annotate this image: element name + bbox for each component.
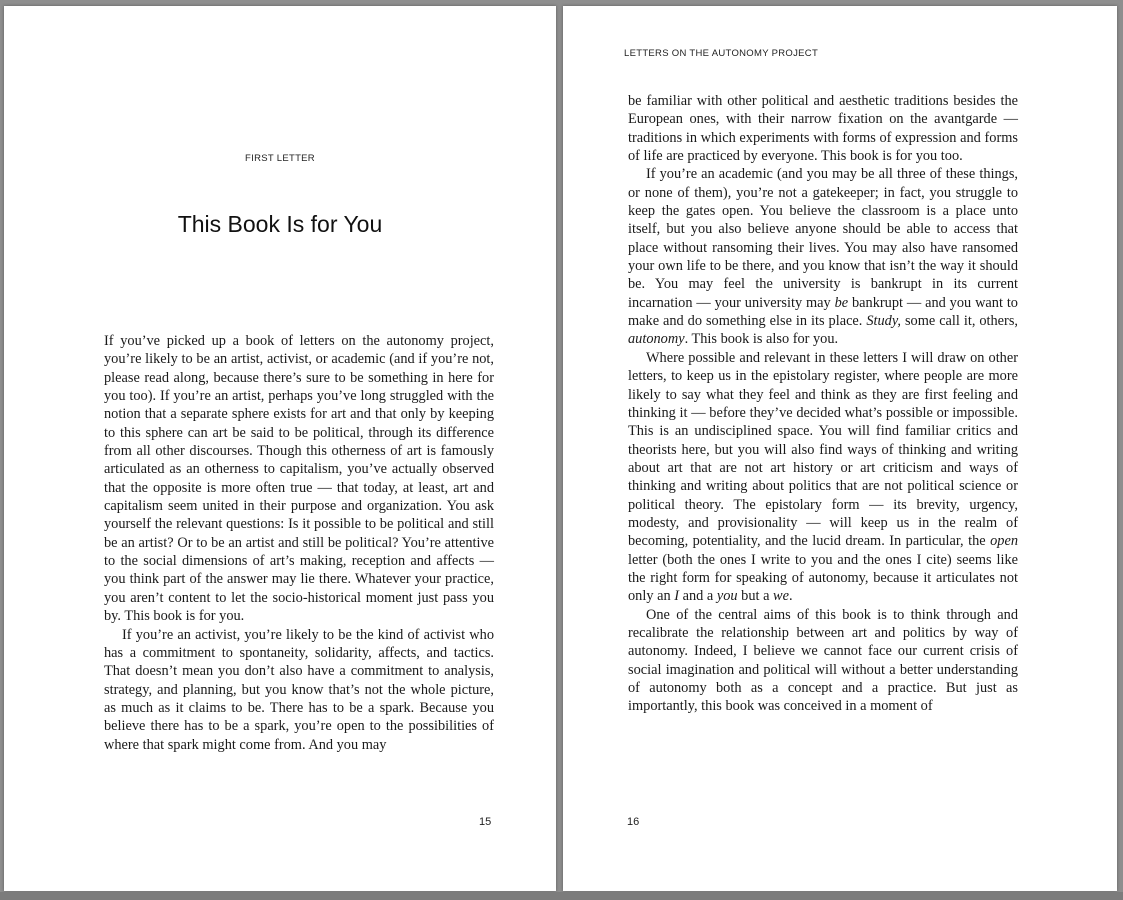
viewer-bottom-strip (0, 892, 1123, 900)
chapter-label: FIRST LETTER (245, 153, 315, 164)
text-run: Where possible and relevant in these letters I will draw on other letters, to keep us in the epistolary register, where people are more likely to say what they feel and think as they are first feeling and thinking it — before they’ve decided what’s possible or impossible. This is an undisciplined space. You will find familiar critics and theorists here, but you will also find ways of thinking and writing about art that are not art history or art criticism and ways of thinking and writing about politics that are not political science or political theory. The epistolary form — its brevity, urgency, modesty, and provisionality — will keep us in the realm of becoming, potentiality, and the lucid dream. In particular, the (628, 349, 1018, 550)
running-head: LETTERS ON THE AUTONOMY PROJECT (624, 48, 819, 59)
text-run: but a (737, 588, 774, 605)
emphasis: you (716, 588, 738, 605)
paragraph: If you’ve picked up a book of letters on the autonomy project, you’re likely to be an artist, activist, or academic (and if you’re not, please read along, because there’s sure to be something in here for you too). If you’re an artist, perhaps you’ve long struggled with the notion that a separate sphere exists for art and that only by keeping to this sphere can art be said to be political, through its difference from all other discourses. Though this otherness of art is famously articulated as an otherness to capitalism, you’ve actually observed that the opposite is more often true — that today, at least, art and capitalism seem united in their purpose and organization. You ask yourself the relevant questions: Is it possible to be political and still be an artist? Or to be an artist and still be political? You’re attentive to the social dimensions of art’s making, reception and affects — you think part of the answer may lie there. Whatever your practice, you aren’t content to let the socio-historical moment just pass you by. This book is for you. (104, 333, 494, 625)
chapter-title: This Book Is for You (177, 211, 383, 237)
text-run: and a (679, 588, 717, 605)
right-body-text (628, 92, 1018, 716)
emphasis: we (773, 588, 789, 605)
emphasis: Study, (866, 313, 902, 330)
text-run: some call it, others, (901, 313, 1018, 330)
text-run: If you’re an academic (and you may be all three of these things, or none of them), you’re not a gatekeeper; in fact, you struggle to keep the gates open. You believe the classroom is a place unto itself, but you also believe anyone should be able to access that place without ransoming their lives. You may also have ransomed your own life to be there, and you know that isn’t the way it should be. You may feel the university is bankrupt in its current incarnation — your university may (628, 166, 1018, 311)
text-run: . (788, 588, 793, 605)
emphasis: I (674, 588, 679, 605)
emphasis: autonomy (628, 331, 685, 348)
text-run: bankrupt — and you want to make and do something else in its place. (628, 294, 1018, 330)
text-run: letter (both the ones I write to you and the ones I cite) seems like the right form for speaking of autonomy, because it articulates not only an (628, 551, 1018, 605)
paragraph (628, 165, 1018, 348)
right-page (563, 6, 1117, 891)
emphasis: open (990, 533, 1018, 550)
text-run: . This book is also for you. (684, 331, 839, 348)
paragraph: One of the central aims of this book is to think through and recalibrate the relationship between art and politics by way of autonomy. Indeed, I believe we cannot face our current crisis of social imagination and political will without a better understanding of autonomy both as a concept and a practice. But just as importantly, this book was conceived in a moment of (628, 606, 1018, 715)
page-number: 16 (627, 816, 640, 828)
paragraph (628, 349, 1018, 606)
left-body-text (104, 332, 494, 754)
paragraph: be familiar with other political and aesthetic traditions besides the European ones, with their narrow fixation on the avantgarde — traditions in which experiments with forms of expression and forms of life are practiced by everyone. This book is for you too. (628, 93, 1018, 165)
left-page (4, 6, 556, 891)
page-number: 15 (479, 816, 492, 828)
paragraph: If you’re an activist, you’re likely to be the kind of activist who has a commitment to spontaneity, solidarity, affects, and tactics. That doesn’t mean you don’t also have a commitment to analysis, strategy, and planning, but you know that’s not the whole picture, as much as it claims to be. There has to be a spark. Because you believe there has to be a spark, you’re open to the possibilities of where that spark might come from. And you may (104, 626, 494, 753)
emphasis: be (834, 294, 849, 311)
